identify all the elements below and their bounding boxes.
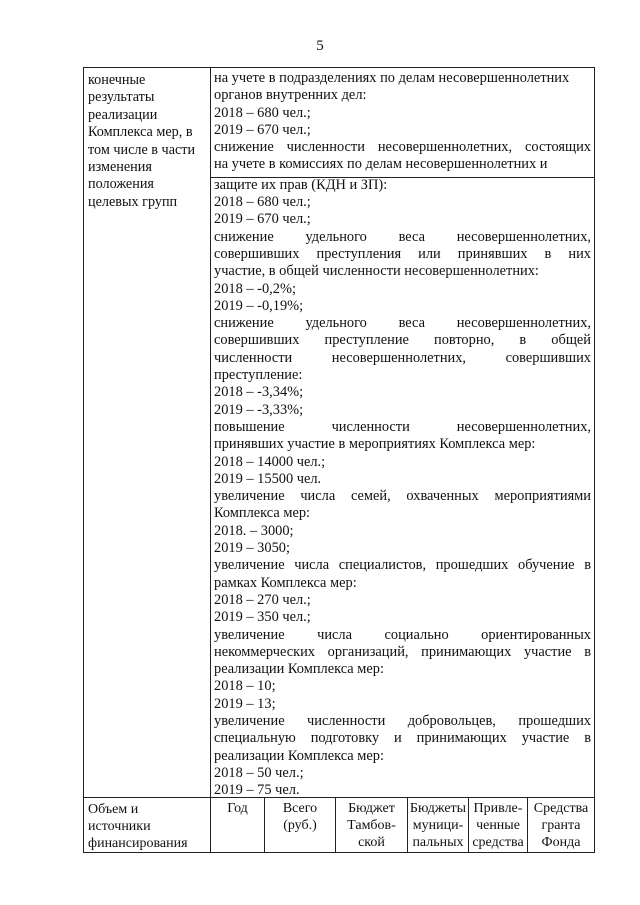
text-line: 2018 – 270 чел.;	[214, 591, 311, 608]
text-line: увеличение численности добровольцев, прошедших	[214, 712, 591, 729]
label-line: изменения	[88, 159, 152, 176]
text-line: 2018 – 680 чел.;	[214, 104, 311, 121]
text-line: 2019 – -3,33%;	[214, 401, 304, 418]
text-line: 2019 – 75 чел.	[214, 782, 300, 799]
header-regional-budget: Бюджет Тамбов- ской	[347, 801, 396, 850]
text-line: снижение удельного веса несовершеннолетних,	[214, 228, 591, 245]
header-attracted-funds: Привле- ченные средства	[472, 801, 524, 850]
header-total: Всего (руб.)	[282, 801, 318, 833]
text-line: численности несовершеннолетних, совершивших	[214, 349, 591, 366]
program-table	[83, 67, 595, 853]
row-label-results	[88, 72, 208, 211]
text-line: рамках Комплекса мер:	[214, 574, 357, 591]
text-line: 2018 – -3,34%;	[214, 384, 304, 401]
text-line: повышение численности несовершеннолетних,	[214, 418, 591, 435]
text-line: реализации Комплекса мер:	[214, 747, 384, 764]
text-line: 2019 – 15500 чел.	[214, 470, 322, 487]
row-label-financing	[88, 801, 208, 852]
label-line: том числе в части	[88, 141, 196, 158]
text-line: увеличение числа специалистов, прошедших обучение в	[214, 557, 591, 574]
text-line: совершивших преступление повторно, в общей	[214, 332, 591, 349]
text-line: специальную подготовку и принимающих участие в	[214, 730, 591, 747]
text-line: 2019 – 13;	[214, 695, 276, 712]
label-line: финансирования	[88, 836, 188, 851]
text-line: 2019 – 670 чел.;	[214, 211, 311, 228]
text-line: некоммерческих организаций, принимающих участие в	[214, 643, 591, 660]
text-line: снижение численности несовершеннолетних, состоящих	[214, 139, 591, 156]
text-line: 2019 – 3050;	[214, 540, 290, 557]
text-line: 2019 – -0,19%;	[214, 297, 304, 314]
table-border-right	[594, 67, 595, 853]
label-line: источники	[88, 819, 151, 834]
text-line: Комплекса мер:	[214, 505, 311, 522]
header-year: Год	[227, 801, 248, 816]
label-line: результаты	[88, 89, 155, 106]
text-line: защите их прав (КДН и ЗП):	[214, 176, 388, 193]
text-line: на учете в подразделениях по делам несовершеннолетних	[214, 70, 570, 86]
label-line: Комплекса мер, в	[88, 124, 193, 141]
text-line: преступление:	[214, 367, 303, 384]
label-line: конечные	[88, 72, 146, 88]
label-line: целевых групп	[88, 193, 178, 210]
table-border-left	[83, 67, 84, 853]
header-grant-funds: Средства гранта Фонда	[533, 801, 589, 850]
text-line: 2018 – 50 чел.;	[214, 764, 304, 781]
header-municipal-budgets: Бюджеты муници- пальных	[409, 801, 467, 850]
results-text	[214, 70, 591, 799]
table-border-top	[83, 67, 595, 68]
text-line: увеличение числа социально ориентированных	[214, 626, 591, 643]
text-line: 2018 – -0,2%;	[214, 280, 296, 297]
text-line: принявших участие в мероприятиях Комплекса мер:	[214, 436, 536, 453]
label-line: Объем и	[88, 802, 139, 817]
table-border-bottom	[83, 852, 595, 853]
label-line: положения	[88, 176, 154, 193]
text-line: 2018 – 14000 чел.;	[214, 453, 326, 470]
text-line: на учете в комиссиях по делам несовершеннолетних и	[214, 156, 548, 173]
text-line: участие, в общей численности несовершеннолетних:	[214, 263, 539, 280]
column-divider	[210, 67, 211, 853]
page-number: 5	[316, 38, 324, 54]
text-line: реализации Комплекса мер:	[214, 661, 384, 678]
text-line: 2018 – 680 чел.;	[214, 194, 311, 211]
text-line: увеличение числа семей, охваченных мероприятиями	[214, 488, 591, 505]
text-line: снижение удельного веса несовершеннолетних,	[214, 315, 591, 332]
text-line: совершивших преступления или принявших в них	[214, 245, 591, 262]
text-line: 2018 – 10;	[214, 678, 276, 695]
label-line: реализации	[88, 106, 158, 123]
text-line: 2018. – 3000;	[214, 522, 294, 539]
text-line: 2019 – 350 чел.;	[214, 609, 311, 626]
text-line: органов внутренних дел:	[214, 87, 367, 104]
text-line: 2019 – 670 чел.;	[214, 121, 311, 138]
